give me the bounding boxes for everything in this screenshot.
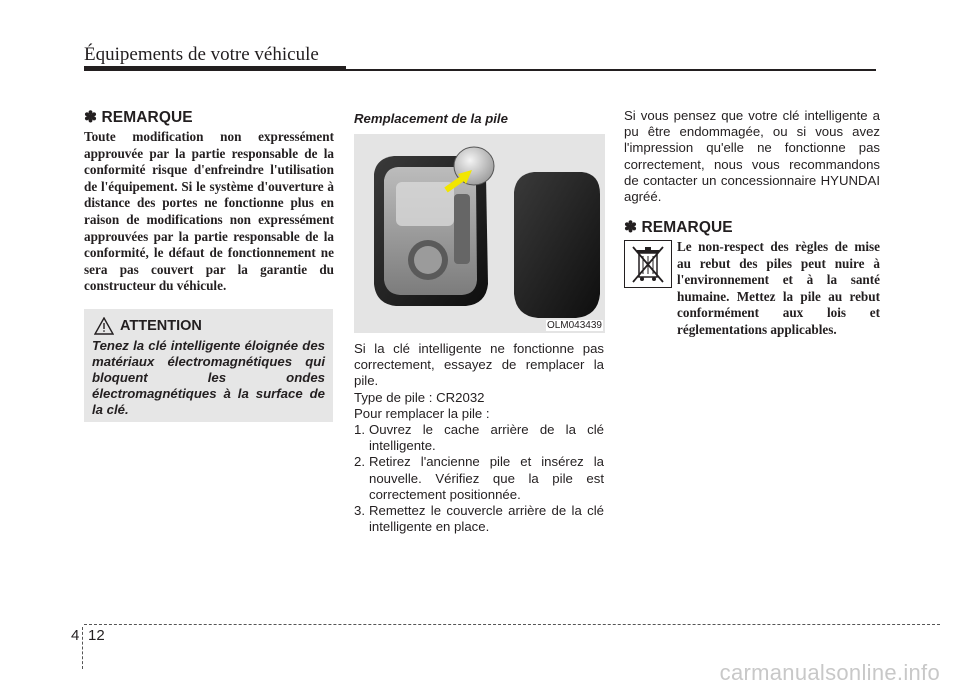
step-number: 2. — [354, 454, 365, 470]
attention-box — [84, 309, 333, 422]
dealer-note — [624, 108, 880, 205]
remark-section-2 — [624, 218, 880, 239]
page-title: Équipements de votre véhicule — [84, 44, 319, 65]
step-item — [354, 454, 604, 503]
header-rule — [84, 66, 346, 71]
header-rule-thin — [346, 69, 876, 71]
remark-section — [84, 108, 334, 295]
step-item — [354, 503, 604, 535]
step-text: Ouvrez le cache arrière de la clé intelligente. — [369, 422, 604, 454]
battery-section — [354, 108, 604, 126]
section-title: Remplacement de la pile — [354, 111, 508, 126]
remark-heading-2: ✽ REMARQUE — [624, 219, 733, 236]
page-number: 12 — [88, 627, 105, 644]
smart-key-illustration — [354, 134, 605, 333]
remark-text-2: Le non-respect des règles de mise au rebut des piles peut nuire à l'environnement et à la santé humaine. Mettez la pile au rebut conformément aux lois et réglementations applicables. — [677, 239, 880, 337]
attention-title: ATTENTION — [120, 318, 202, 334]
step-number: 3. — [354, 503, 365, 519]
dealer-note-text: Si vous pensez que votre clé intelligente a pu être endommagée, ou si vous avez l'impression qu'elle ne fonctionne pas correctement, nous vous recommandons de contacter un concessionnaire HYUNDAI agréé. — [624, 108, 880, 205]
step-number: 1. — [354, 422, 365, 438]
battery-instructions — [354, 341, 604, 535]
footer-rule — [84, 624, 940, 625]
battery-intro: Si la clé intelligente ne fonctionne pas correctement, essayez de remplacer la pile. — [354, 341, 604, 389]
remark-text: Toute modification non expressément approuvée par la partie responsable de la conformité risque d'enfreindre l'utilisation de l'équipement. Si le système d'ouverture à distance des portes ne fonctionne plus en raison de modifications non expressément approuvées par la partie responsable de la conformité, le défaut de fonctionnement ne sera pas couvert par la garantie du constructeur du véhicule. — [84, 129, 334, 294]
battery-type: Type de pile : CR2032 — [354, 389, 485, 405]
attention-text: Tenez la clé intelligente éloignée des matériaux électromagnétiques qui bloquent les ondes électromagnétiques à la surface de la clé. — [92, 338, 325, 417]
warning-icon — [94, 317, 114, 335]
step-text: Retirez l'ancienne pile et insérez la nouvelle. Vérifiez que la pile est correctement positionnée. — [369, 454, 604, 502]
crossed-bin-icon — [624, 240, 672, 288]
smart-key-photo — [354, 134, 605, 333]
footer-divider — [82, 627, 83, 669]
step-item — [354, 422, 604, 454]
step-text: Remettez le couvercle arrière de la clé intelligente en place. — [369, 503, 604, 535]
remark-text-2-wrap — [677, 239, 880, 339]
remark-heading: ✽ REMARQUE — [84, 109, 193, 126]
section-number: 4 — [71, 627, 80, 644]
watermark: carmanualsonline.info — [719, 660, 940, 685]
photo-caption: OLM043439 — [546, 320, 602, 331]
battery-how: Pour remplacer la pile : — [354, 405, 490, 421]
